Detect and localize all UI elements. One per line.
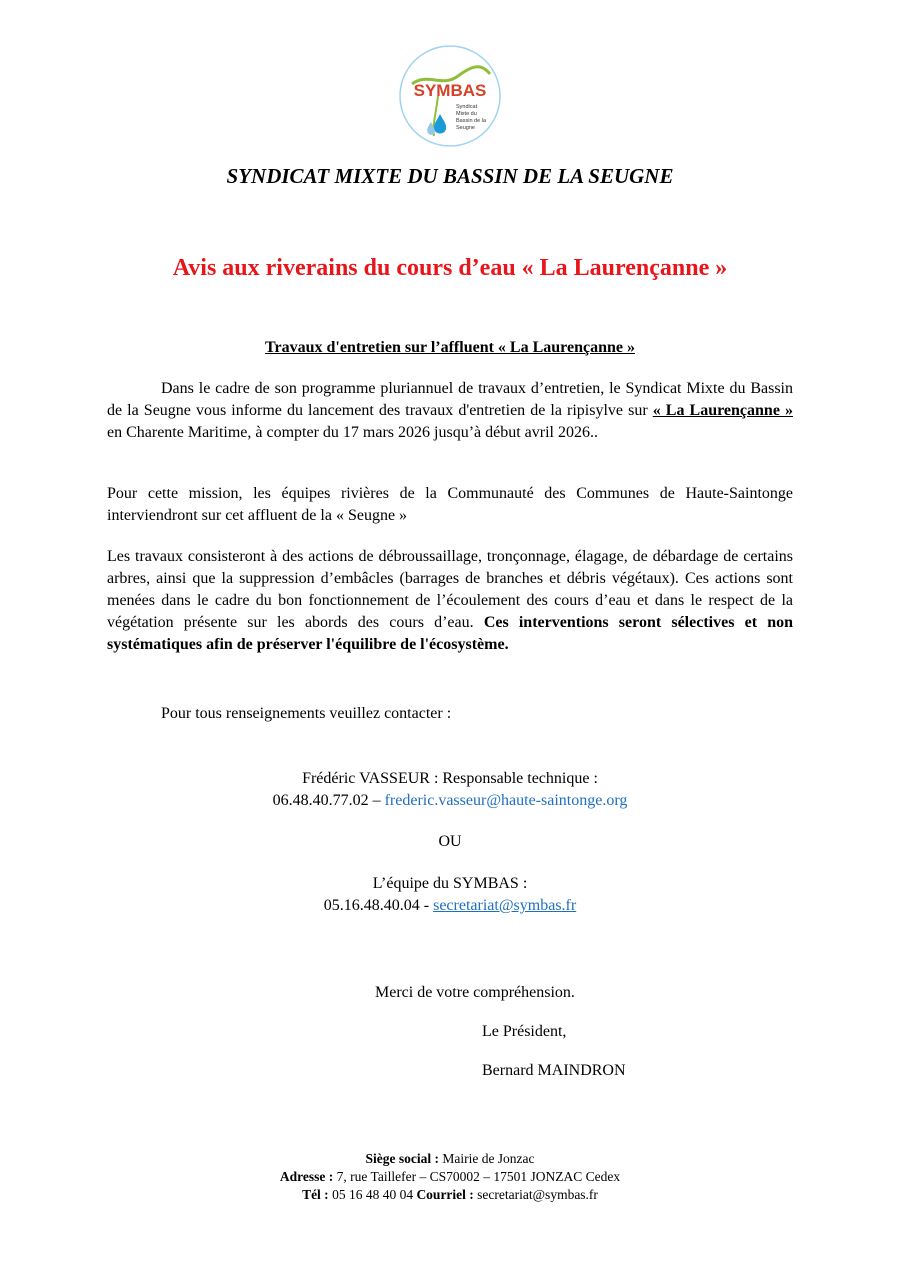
logo-brand-text: SYMBAS [413, 81, 487, 100]
contact-symbas-line [0, 895, 900, 917]
contact-symbas [0, 873, 900, 917]
footer-address [0, 1168, 900, 1186]
signatory-name: Bernard MAINDRON [482, 1062, 626, 1079]
footer [0, 1150, 900, 1204]
paragraph-intro [107, 378, 793, 444]
footer-tel-label: Tél : [302, 1187, 329, 1202]
intro-text-b: en Charente Maritime, à compter du 17 mars 2026 jusqu’à début avril 2026.. [107, 424, 598, 441]
river-name: « La Laurençanne » [652, 402, 794, 419]
paragraph-works [107, 546, 793, 656]
footer-address-value: 7, rue Taillefer – CS70002 – 17501 JONZAC Cedex [333, 1169, 621, 1184]
contact-intro: Pour tous renseignements veuillez contacter : [161, 705, 452, 722]
subject-heading [0, 339, 900, 357]
subject-text: Travaux d'entretien sur l’affluent « La Laurençanne » [265, 339, 635, 356]
footer-mail-label: Courriel : [416, 1187, 474, 1202]
works-text: Les travaux consisteront à des actions de débroussaillage, tronçonnage, élagage, de débardage de certains arbres, ainsi que la suppression d’embâcles (barrages de branches et débris végétaux). Ces actions sont menées dans le cadre du bon fonctionnement de l’écoulement des cours d’eau et dans le respect de la végétation présente sur les abords des cours d’eau. [107, 548, 793, 631]
footer-seat [0, 1150, 900, 1168]
organization-title: SYNDICAT MIXTE DU BASSIN DE LA SEUGNE [226, 164, 674, 188]
or-separator: OU [438, 833, 462, 850]
footer-mail-value: secretariat@symbas.fr [473, 1187, 598, 1202]
footer-tel-value: 05 16 48 40 04 [328, 1187, 417, 1202]
logo-line-1: Syndicat [456, 104, 478, 110]
contact-symbas-phone: 05.16.48.40.04 - [323, 897, 434, 914]
contact-technical-email-link[interactable]: frederic.vasseur@haute-saintonge.org [384, 792, 628, 809]
footer-address-label: Adresse : [279, 1169, 334, 1184]
contact-technical-phone: 06.48.40.77.02 – [272, 792, 385, 809]
footer-contact [0, 1186, 900, 1204]
paragraph-mission: Pour cette mission, les équipes rivières de la Communauté des Communes de Haute-Saintonge interviendront sur cet affluent de la « Seugne » [107, 485, 793, 524]
contact-technical-name: Frédéric VASSEUR : Responsable technique : [302, 770, 598, 787]
logo-line-3: Bassin de la [456, 118, 486, 124]
contact-symbas-email-link[interactable]: secretariat@symbas.fr [433, 897, 577, 914]
logo-line-2: Mixte du [456, 111, 477, 117]
footer-seat-label: Siège social : [365, 1151, 439, 1166]
notice-title: Avis aux riverains du cours d’eau « La Laurençanne » [172, 255, 728, 281]
footer-seat-value: Mairie de Jonzac [438, 1151, 535, 1166]
signatory-role: Le Président, [482, 1023, 567, 1040]
contact-technical-line [0, 790, 900, 812]
symbas-logo [398, 44, 502, 148]
works-bold-text: Ces interventions seront sélectives et non systématiques afin de préserver l'équilibre de l'écosystème. [107, 614, 793, 653]
contact-symbas-name: L’équipe du SYMBAS : [372, 875, 528, 892]
intro-text-a: Dans le cadre de son programme pluriannuel de travaux d’entretien, le Syndicat Mixte du Bassin de la Seugne vous informe du lancement des travaux d'entretien de la ripisylve sur [107, 380, 793, 419]
logo-line-4: Seugne [456, 125, 475, 131]
contact-technical [0, 768, 900, 812]
closing-thanks: Merci de votre compréhension. [375, 984, 575, 1001]
